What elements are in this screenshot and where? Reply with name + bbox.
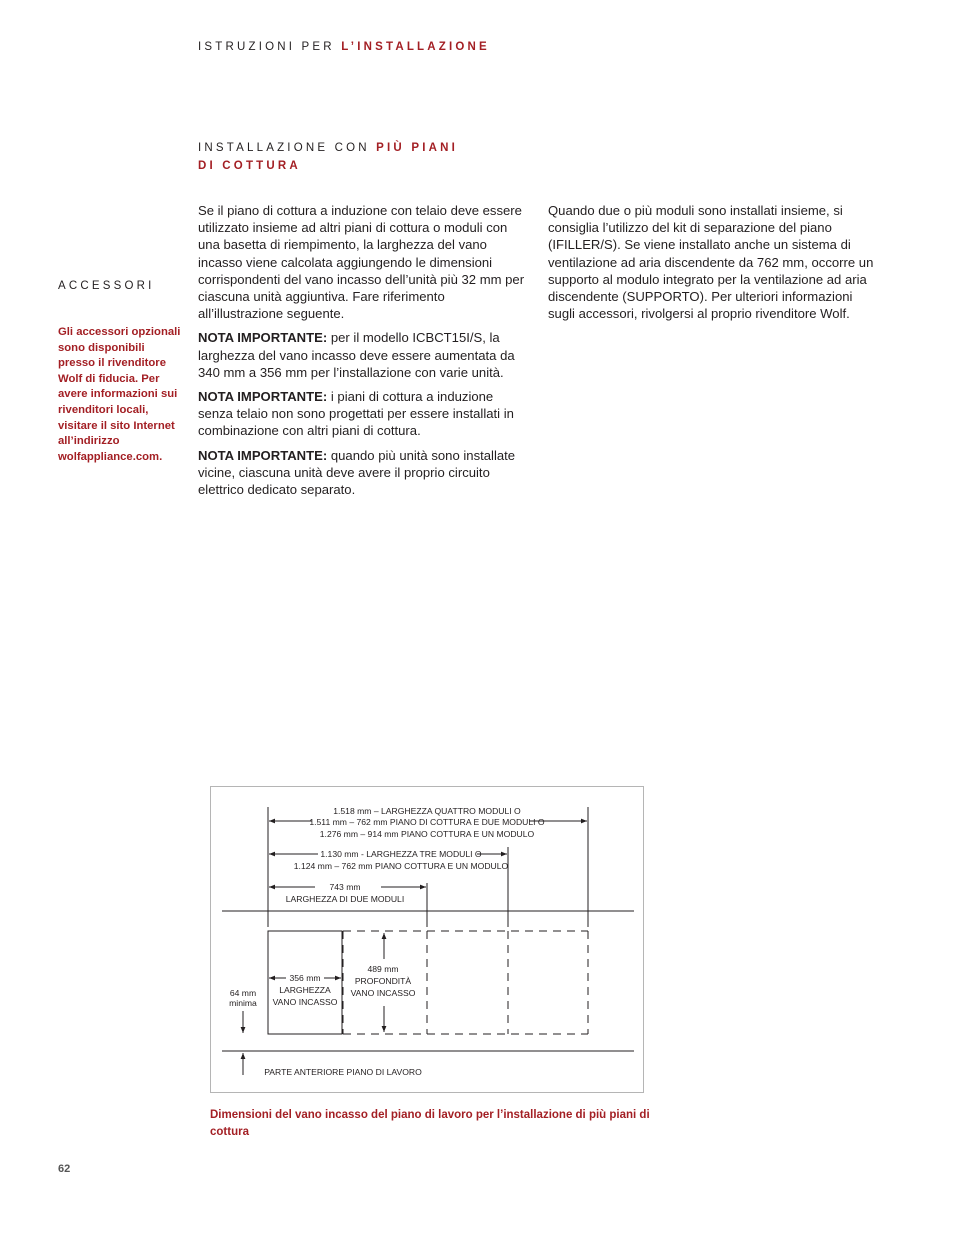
body-paragraph: Quando due o più moduli sono installati insieme, si consiglia l’utilizzo del kit di separazione del piano (IFILLER/S). Se viene installato anche un sistema di ventilazione ad aria discendente da 762 mm, occorre un supporto al modulo integrato per la ventilazione ad aria discendente (SUPPORTO). Per ulteriori informazioni sugli accessori, rivolgersi al proprio rivenditore Wolf. — [548, 203, 874, 322]
note-label: NOTA IMPORTANTE: — [198, 389, 328, 405]
note-text: i piani di cottura a induzione senza telaio non sono progettati per essere installati in combinazione con altri piani di cottura. — [198, 389, 514, 439]
body-column-right — [548, 202, 878, 329]
min-setback-label-1: 64 mm — [229, 988, 257, 998]
dim-two-label-2: LARGHEZZA DI DUE MODULI — [285, 894, 405, 904]
section-title-highlight: PIÙ PIANI — [376, 142, 459, 154]
note-label: NOTA IMPORTANTE: — [198, 447, 328, 463]
min-setback-label-2: minima — [229, 998, 257, 1008]
body-column-left — [198, 202, 528, 505]
body-paragraph: Se il piano di cottura a induzione con telaio deve essere utilizzato insieme ad altri piani di cottura o moduli con una basetta di riempimento, la larghezza del vano incasso viene calcolata aggiungendo le dimensioni corrispondenti del vano incasso dell’unità più 32 mm per ciascuna unità aggiuntiva. Fare riferimento all’illustrazione seguente. — [198, 203, 525, 322]
dim-three-label-2: 1.124 mm – 762 mm PIANO COTTURA E UN MODULO — [293, 861, 509, 871]
page-number: 62 — [58, 1163, 71, 1175]
cutout-width-label-2: LARGHEZZA — [279, 985, 331, 995]
section-title — [198, 139, 458, 175]
important-note — [198, 447, 528, 499]
cutout-depth-label-2: PROFONDITÀ — [354, 976, 412, 986]
cutout-diagram-drawing — [211, 787, 645, 1094]
header-highlight: L’INSTALLAZIONE — [341, 41, 490, 53]
sidebar-note: Gli accessori opzionali sono disponibili presso il rivenditore Wolf di fiducia. Per avere informazioni sui rivenditori locali, visitare il sito Internet all’indirizzo wolfappliance.com. — [58, 326, 181, 463]
sidebar-label: ACCESSORI — [58, 280, 155, 292]
header-prefix: ISTRUZIONI PER — [198, 41, 342, 53]
cutout-depth-label-1: 489 mm — [367, 964, 399, 974]
dim-four-label-1: 1.518 mm – LARGHEZZA QUATTRO MODULI O — [333, 806, 521, 816]
dim-two-label-1: 743 mm — [329, 882, 361, 892]
cutout-depth-label-3: VANO INCASSO — [350, 988, 416, 998]
important-note — [198, 388, 528, 440]
note-label: NOTA IMPORTANTE: — [198, 330, 328, 346]
figure-caption: Dimensioni del vano incasso del piano di lavoro per l’installazione di più piani di cottura — [210, 1109, 650, 1138]
important-note — [198, 329, 528, 381]
dim-four-label-2: 1.511 mm – 762 mm PIANO DI COTTURA E DUE MODULI O — [309, 817, 545, 827]
countertop-front-label: PARTE ANTERIORE PIANO DI LAVORO — [264, 1067, 422, 1077]
section-title-highlight-line2: DI COTTURA — [198, 160, 301, 172]
dim-three-label-1: 1.130 mm - LARGHEZZA TRE MODULI O — [320, 849, 482, 859]
dim-four-label-3: 1.276 mm – 914 mm PIANO COTTURA E UN MODULO — [319, 829, 535, 839]
note-text: quando più unità sono installate vicine, ciascuna unità deve avere il proprio circuito elettrico dedicato separato. — [198, 447, 516, 498]
running-header — [198, 41, 490, 53]
note-text: per il modello ICBCT15I/S, la larghezza del vano incasso deve essere aumentata da 340 mm a 356 mm per l’installazione con varie unità. — [198, 330, 515, 380]
cutout-width-label-3: VANO INCASSO — [272, 997, 338, 1007]
section-title-prefix: INSTALLAZIONE CON — [198, 142, 377, 154]
cutout-diagram — [210, 786, 644, 1093]
cutout-width-label-1: 356 mm — [289, 973, 321, 983]
